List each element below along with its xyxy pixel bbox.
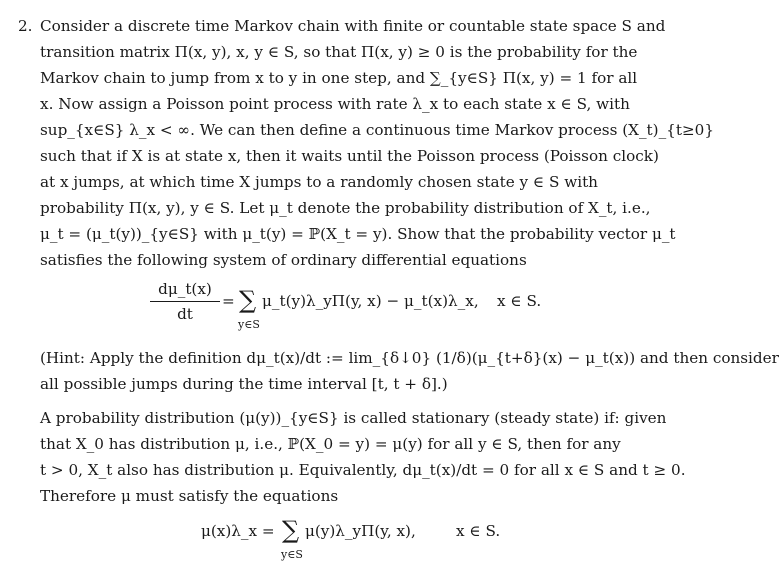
stationary-line-4: Therefore μ must satisfy the equations [40, 487, 339, 505]
stationary-summation-symbol: ∑ [282, 516, 300, 544]
problem-line-4: x. Now assign a Poisson point process with rate λ_x to each state x ∈ S, with [40, 95, 630, 113]
derivative-fraction [150, 278, 220, 325]
stationary-condition: x ∈ S. [456, 522, 501, 540]
stationary-summation-index: y∈S [281, 548, 303, 561]
derivative-denominator: dt [177, 305, 193, 323]
problem-line-1: Consider a discrete time Markov chain with finite or countable state space S and [40, 17, 666, 35]
problem-line-9: μ_t = (μ_t(y))_{y∈S} with μ_t(y) = ℙ(X_t = y). Show that the probability vector μ_t [40, 225, 676, 243]
stationary-rhs: μ(y)λ_yΠ(y, x), [305, 522, 416, 540]
problem-line-3: Markov chain to jump from x to y in one step, and ∑_{y∈S} Π(x, y) = 1 for all [40, 69, 638, 87]
problem-number: 2. [18, 17, 33, 35]
summation-symbol: ∑ [239, 286, 257, 314]
fraction-bar [150, 301, 220, 302]
ode-right-hand-side: μ_t(y)λ_yΠ(y, x) − μ_t(x)λ_x, [262, 292, 479, 310]
hint-line-1: (Hint: Apply the definition dμ_t(x)/dt := lim_{δ↓0} (1/δ)(μ_{t+δ}(x) − μ_t(x)) and then consider [40, 349, 779, 367]
stationary-line-2: that X_0 has distribution μ, i.e., ℙ(X_0 = y) = μ(y) for all y ∈ S, then for any [40, 435, 621, 453]
stationary-line-1: A probability distribution (μ(y))_{y∈S} is called stationary (steady state) if: given [40, 409, 667, 427]
problem-line-6: such that if X is at state x, then it waits until the Poisson process (Poisson clock) [40, 147, 659, 165]
problem-line-8: probability Π(x, y), y ∈ S. Let μ_t denote the probability distribution of X_t, i.e., [40, 199, 651, 217]
ode-condition: x ∈ S. [497, 292, 542, 310]
equals-sign: = [222, 292, 235, 310]
derivative-numerator: dμ_t(x) [158, 280, 212, 298]
problem-line-5: sup_{x∈S} λ_x < ∞. We can then define a continuous time Markov process (X_t)_{t≥0} [40, 121, 714, 139]
stationary-lhs: μ(x)λ_x = [201, 522, 275, 540]
ode-equation [0, 278, 700, 336]
problem-line-2: transition matrix Π(x, y), x, y ∈ S, so that Π(x, y) ≥ 0 is the probability for the [40, 43, 638, 61]
stationary-line-3: t > 0, X_t also has distribution μ. Equivalently, dμ_t(x)/dt = 0 for all x ∈ S and t ≥ 0. [40, 461, 686, 479]
stationary-equation [0, 514, 700, 570]
problem-line-10: satisfies the following system of ordinary differential equations [40, 251, 527, 269]
hint-line-2: all possible jumps during the time interval [t, t + δ].) [40, 375, 448, 393]
summation-index: y∈S [238, 318, 260, 331]
problem-line-7: at x jumps, at which time X jumps to a randomly chosen state y ∈ S with [40, 173, 598, 191]
